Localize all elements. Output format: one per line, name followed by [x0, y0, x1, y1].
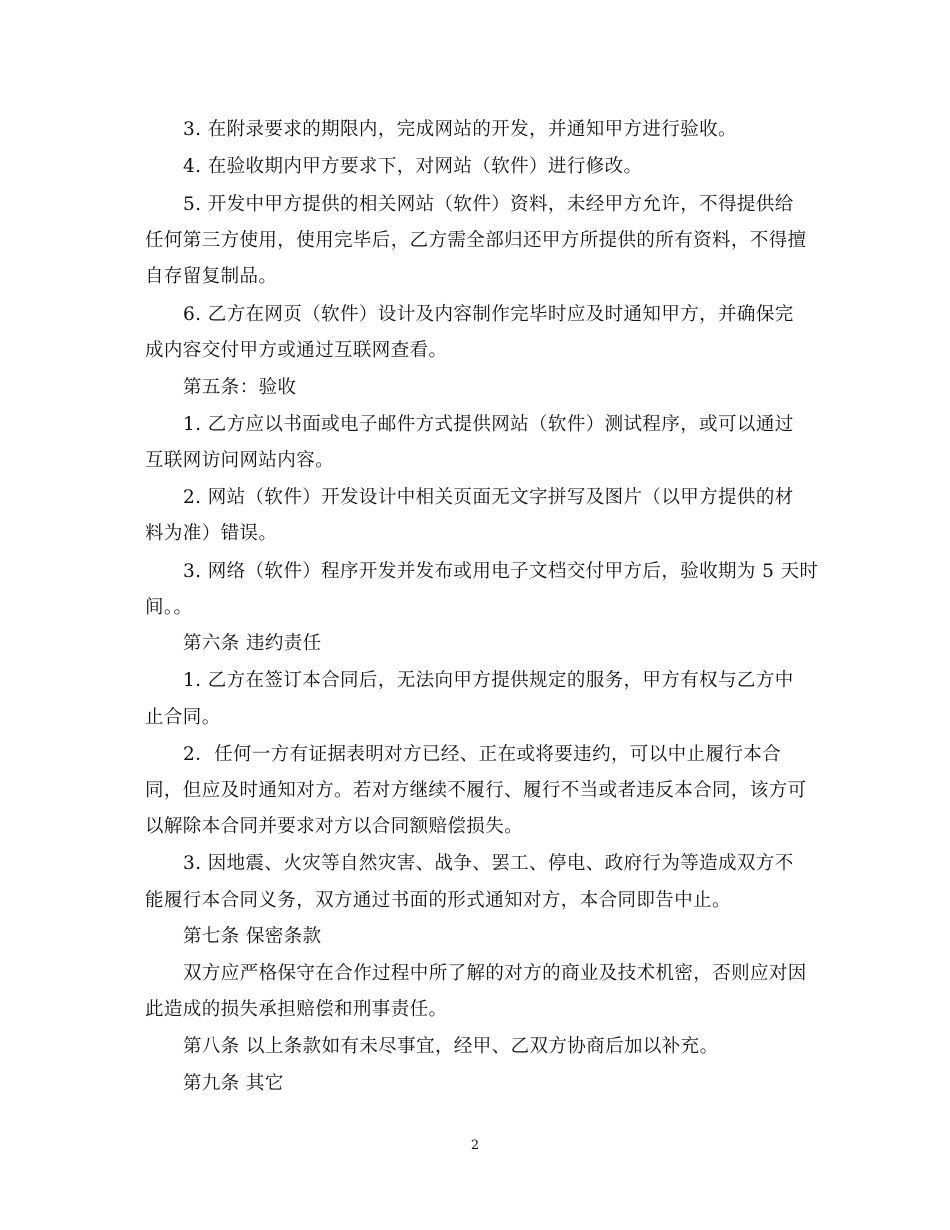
clause-5-heading: 第五条：验收 — [183, 377, 297, 398]
clause-5-item-1-line-2: 互联网访问网站内容。 — [145, 450, 335, 471]
clause-4-item-5-line-1: 5. 开发中甲方提供的相关网站（软件）资料，未经甲方允许，不得提供给 — [183, 194, 794, 215]
clause-5-item-1-line-1: 1. 乙方应以书面或电子邮件方式提供网站（软件）测试程序，或可以通过 — [183, 414, 794, 435]
clause-9-heading: 第九条 其它 — [183, 1073, 284, 1094]
clause-5-item-2-line-1: 2. 网站（软件）开发设计中相关页面无文字拼写及图片（以甲方提供的材 — [183, 487, 794, 508]
clause-4-item-5-line-2: 任何第三方使用，使用完毕后，乙方需全部归还甲方所提供的所有资料，不得擅 — [145, 230, 807, 251]
clause-5-item-3-line-2: 间。。 — [145, 597, 193, 618]
clause-6-item-2-line-3: 以解除本合同并要求对方以合同额赔偿损失。 — [145, 816, 524, 837]
page-number: 2 — [470, 1138, 480, 1153]
clause-8: 第八条 以上条款如有未尽事宜，经甲、乙双方协商后加以补充。 — [183, 1036, 719, 1057]
clause-4-item-4: 4. 在验收期内甲方要求下，对网站（软件）进行修改。 — [183, 156, 643, 177]
clause-5-item-3-line-1: 3. 网络（软件）程序开发并发布或用电子文档交付甲方后，验收期为 5 天时 — [183, 561, 819, 582]
clause-7-body-line-1: 双方应严格保守在合作过程中所了解的对方的商业及技术机密，否则应对因 — [183, 963, 807, 984]
clause-7-body-line-2: 此造成的损失承担赔偿和刑事责任。 — [145, 999, 448, 1020]
clause-5-item-2-line-2: 料为准）错误。 — [145, 523, 278, 544]
clause-6-item-1-line-1: 1. 乙方在签订本合同后，无法向甲方提供规定的服务，甲方有权与乙方中 — [183, 670, 794, 691]
clause-6-item-3-line-1: 3. 因地震、火灾等自然灾害、战争、罢工、停电、政府行为等造成双方不 — [183, 853, 794, 874]
clause-6-item-3-line-2: 能履行本合同义务，双方通过书面的形式通知对方，本合同即告中止。 — [145, 890, 731, 911]
clause-4-item-6-line-1: 6. 乙方在网页（软件）设计及内容制作完毕时应及时通知甲方，并确保完 — [183, 304, 794, 325]
clause-6-heading: 第六条 违约责任 — [183, 633, 322, 654]
clause-4-item-3: 3. 在附录要求的期限内，完成网站的开发，并通知甲方进行验收。 — [183, 119, 737, 140]
clause-7-heading: 第七条 保密条款 — [183, 926, 322, 947]
clause-6-item-2-line-2: 同，但应及时通知对方。若对方继续不履行、履行不当或者违反本合同，该方可 — [145, 780, 807, 801]
clause-6-item-2-line-1: 2．任何一方有证据表明对方已经、正在或将要违约，可以中止履行本合 — [183, 744, 782, 765]
clause-4-item-6-line-2: 成内容交付甲方或通过互联网查看。 — [145, 340, 448, 361]
clause-4-item-5-line-3: 自存留复制品。 — [145, 266, 278, 287]
clause-6-item-1-line-2: 止合同。 — [145, 707, 221, 728]
